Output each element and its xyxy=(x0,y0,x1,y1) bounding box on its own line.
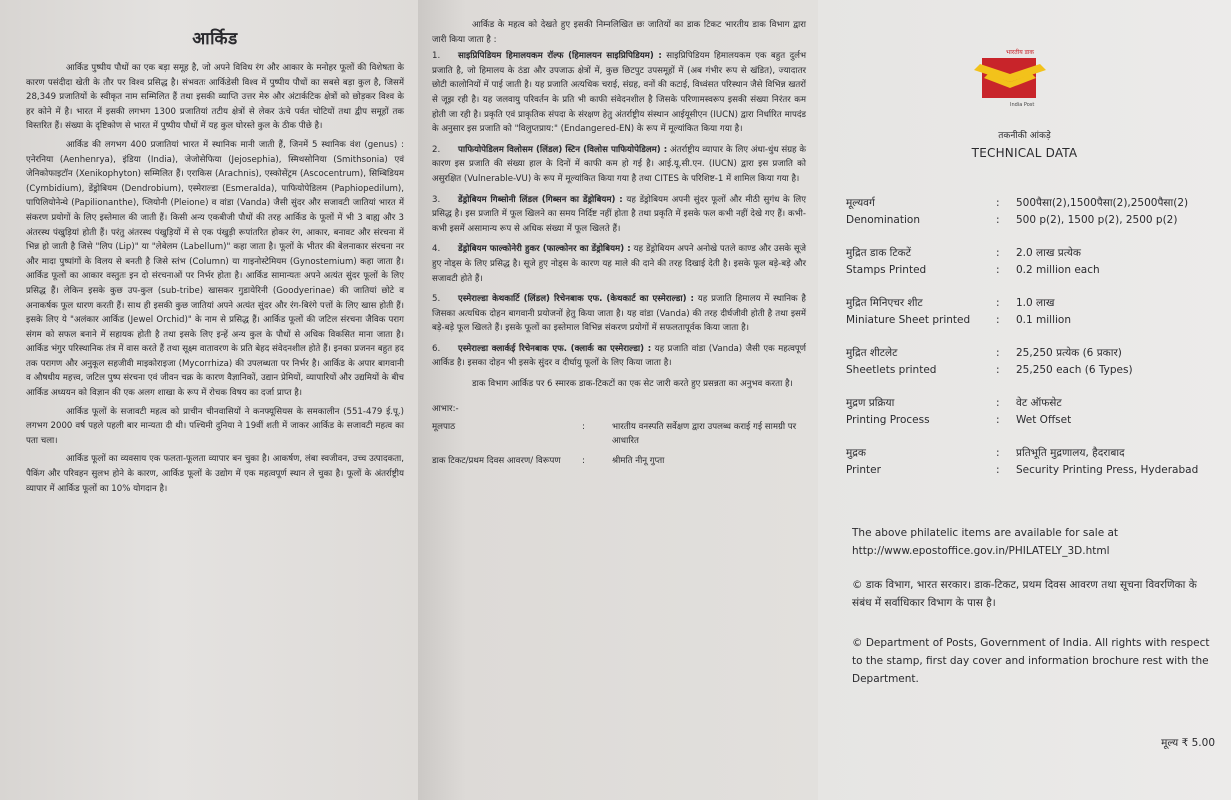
middle-panel xyxy=(418,0,818,800)
row-label-hindi: मुद्रित डाक टिकटें xyxy=(846,247,912,259)
row-label: Printing Process xyxy=(846,414,930,426)
row-label: Printer xyxy=(846,464,881,476)
credit-colon: : xyxy=(582,421,585,432)
row-label: Miniature Sheet printed xyxy=(846,314,971,326)
row-value-hindi: 1.0 लाख xyxy=(1016,297,1055,309)
species-text: यह डेंड्रोबियम अपने अनोखे पतले काण्ड और उसके सूजे हुए नोड्स के लिए प्रसिद्ध है। सूजे हुए नोड्स के कारण यह माले की दाने की तरह दिखाई देती है। इसके फूल बड़े-बड़े और सजावटी होते हैं। xyxy=(432,244,806,284)
left-panel xyxy=(0,0,418,800)
history-paragraph: आर्किड फूलों के सजावटी महत्व को प्राचीन चीनवासियों ने कनफ्यूसियस के समकालीन (551-479 ई.पू.) लगभग 2000 वर्ष पहले पहली बार मान्यता दी थी। पश्चिमी दुनिया ने 19वीं शती में जाकर आर्किड के सजावटी महत्व का पता चला। xyxy=(26,406,404,446)
copyright-english: © Department of Posts, Government of India. All rights with respect to the stamp, first day cover and information brochure rest with the Department. xyxy=(852,637,1210,685)
species-text: यह डेंड्रोबियम अपनी सुंदर फूलों और मीठी सुगंध के लिए प्रसिद्ध है। इस प्रजाति में फूल खिलने का समय निर्दिष्ट नहीं होता है तथा प्रकृति में इसके फल कभी नहीं देखे गए हैं। कभी-कभी इसमें असामान्य रूप से अधिक संख्या में फूल खिलते हैं। xyxy=(432,194,807,234)
species-item xyxy=(432,143,806,187)
credit-value: श्रीमति नीनू गुप्ता xyxy=(612,455,665,466)
logo-text-hindi: भारतीय डाक xyxy=(1006,49,1034,56)
trade-paragraph: आर्किड फूलों का व्यवसाय एक फलता-फूलता व्यापार बन चुका है। आकर्षण, लंबा स्वजीवन, उच्च उत्पादकता, पैकिंग और परिवहन सुलभ होने के कारण, आर्किड फूलों के उद्योग में एक महत्वपूर्ण स्थान ले चुका है। फूलों के अंतर्राष्ट्रीय व्यापार में आर्किड फूलों का 10% योगदान है। xyxy=(26,454,404,494)
species-title: पाफियोपेडिलम विलोसम (लिंडल) स्टिन (विलोस पाफियोपेडिलम) : xyxy=(458,144,668,155)
credit-key: मूलपाठ xyxy=(432,421,456,432)
species-title: एस्मेराल्डा केथकार्टि (लिंडल) रिचेनबाक एफ. (केथकार्ट का एस्मेराल्डा) : xyxy=(458,294,694,305)
row-label-hindi: मुद्रित मिनिएचर शीट xyxy=(846,297,923,309)
row-value-hindi: 25,250 प्रत्येक (6 प्रकार) xyxy=(1016,347,1122,359)
technical-data-heading-hindi: तकनीकी आंकड़े xyxy=(998,131,1051,141)
logo-text-english: India Post xyxy=(1010,102,1035,108)
species-number: 3. xyxy=(432,194,441,205)
species-intro: आर्किड के महत्व को देखते हुए इसकी निम्नलिखित छः जातियों का डाक टिकट भारतीय डाक विभाग द्वारा जारी किया जाता है : xyxy=(432,20,806,45)
india-post-logo xyxy=(970,44,1050,114)
species-text: यह प्रजाति वांडा (Vanda) जैसी एक महत्वपूर्ण आर्किड है। इसका दोहन भी इसके सुंदर व दीर्घायु फूलों के लिए किया जाता है। xyxy=(432,343,806,369)
species-item xyxy=(432,242,806,286)
data-row: मुद्रक Printer : : प्रतिभूति मुद्रणालय, हैदराबाद Security Printing Press, Hyderabad xyxy=(846,445,1216,479)
species-title: एस्मेराल्डा क्लार्कई रिचेनबाक एफ. (क्लार्क का एस्मेराल्डा) : xyxy=(458,343,652,354)
species-number: 1. xyxy=(432,51,441,62)
species-item xyxy=(432,342,806,371)
credits xyxy=(432,402,806,468)
row-value: 500 p(2), 1500 p(2), 2500 p(2) xyxy=(1016,214,1178,226)
page-title: आर्किड xyxy=(192,29,238,49)
data-row: मुद्रित मिनिएचर शीट Miniature Sheet printed : : 1.0 लाख 0.1 million xyxy=(846,295,1216,329)
species-item xyxy=(432,292,806,336)
species-text: अंतर्राष्ट्रीय व्यापार के लिए अंधा-धुंध संग्रह के कारण इस प्रजाति की संख्या हाल के दिनों में काफी कम हो गई है। आई.यू.सी.एन. (IUCN) द्वारा इस प्रजाति को असुरक्षित (Vulnerable-VU) के रूप में मूल्यांकित किया गया है तथा CITES के परिशिष्ट-1 में शामिल किया गया है। xyxy=(432,144,807,184)
row-value: Wet Offset xyxy=(1016,414,1072,426)
row-value: 0.2 million each xyxy=(1016,264,1100,276)
species-title: डेंड्रोबियम फाल्कोनेरी हुकर (फाल्कोनर का डेंड्रोबियम) : xyxy=(458,244,631,255)
credit-value: भारतीय वनस्पति सर्वेक्षण द्वारा उपलब्ध कराई गई सामग्री पर आधारित xyxy=(612,421,797,446)
row-label: Denomination xyxy=(846,214,920,226)
row-value: 0.1 million xyxy=(1016,314,1072,326)
species-number: 6. xyxy=(432,343,441,354)
data-row: मुद्रित डाक टिकटें Stamps Printed : : 2.0 लाख प्रत्येक 0.2 million each xyxy=(846,245,1216,279)
row-label-hindi: मुद्रक xyxy=(846,447,866,459)
species-number: 2. xyxy=(432,144,441,155)
species-title: साइप्रिपिडियम हिमालयकम रॉल्फ (हिमालयन साइप्रिपिडियम) : xyxy=(458,51,662,62)
data-row: मूल्यवर्ग Denomination : : 500पैसा(2),1500पैसा(2),2500पैसा(2) 500 p(2), 1500 p(2), 2500 p(2) xyxy=(846,195,1216,229)
price-label: मूल्य ₹ 5.00 xyxy=(1161,737,1215,749)
right-panel xyxy=(818,0,1231,800)
row-label-hindi: मूल्यवर्ग xyxy=(846,197,875,209)
row-value-hindi: 2.0 लाख प्रत्येक xyxy=(1016,247,1081,259)
credits-title: आभार:- xyxy=(432,403,459,414)
row-value: Security Printing Press, Hyderabad xyxy=(1016,464,1199,476)
row-value-hindi: 500पैसा(2),1500पैसा(2),2500पैसा(2) xyxy=(1016,197,1189,209)
endemic-paragraph: आर्किड की लगभग 400 प्रजातियां भारत में स्थानिक मानी जाती हैं, जिनमें 5 स्थानिक वंश (genus) : एनेरनिया (Aenhenrya), इंडिया (India), जेजोसेफिया (Jejosephia), स्मिथसोनिया (Smithsonia) एवं जेनिकोफाइटॉन (Xenikophyton) सम्मिलित हैं। एराकिस (Arachnis), एस्कोसेंट्रम (Ascocentrum), सिम्बिडियम (Cymbidium), डेंड्रोबियम (Dendrobium), एस्मेराल्डा (Esmeralda), पाफियोपेडिलम (Paphiopedilum), पापिलियोनेन्थे (Papilionanthe), प्लियोनी (Pleione) व वांडा (Vanda) जैसी सुंदर और सजावटी जातियां भारत में संकरण प्रयोगों के लिए इस्तेमाल की जाती हैं। किसी अन्य एकबीजी पौधों की तरह आर्किड के फूलों में भी 3 बाह्य और 3 अंतरस्थ पंखुड़ियां होती हैं। परंतु अंतरस्थ पंखुड़ियों में से एक पंखुड़ी रूपांतरित होकर रंग, आकार, बनावट और संरचना में भिन्न हो जाती है जिसे "लिप (Lip)" या "लेबेलम (Labellum)" कहा जाता है। फूलों के भीतर की बेलनाकार संरचना नर और मादा पुष्पांगों के विलय से बनती है जिसे स्तंभ (Column) या गाइनोस्टेमियम (Gynostemium) कहा जाता है। आर्किड फूलों का आकार वस्तुतः इन दो संरचनाओं पर निर्भर होता है। आर्किड सामान्यतः अपने अत्यंत सुंदर फूलों के लिए प्रसिद्ध हैं। लेकिन इसके कुछ उप-कुल (sub-tribe) खासकर गुडायेरिनी (Goodyerinae) की जातियां छोटे व अनाकर्षक फूल धारण करती हैं। साथ ही इसकी कुछ जातियां अपने अत्यंत सुंदर और रंग-बिरंगे पत्तों के लिए खास होती हैं। इसके लिए ये "अलंकार आर्किड (Jewel Orchid)" के नाम से प्रसिद्ध हैं। आर्किड फूलों की जटिल संरचना जैविक पराग संगम को सफल बनाने में सहायक होती है तथा इसके लिए इन्हें अन्य कुल के पौधों से अधिक विकसित माना जाता है। आर्किड भंगुर परिस्थानिक तंत्र में वास करते हैं तथा सूक्ष्म वातावरण के प्रति बेहद संवेदनशील होते हैं। इनका प्रजनन बहुत हद तक परागण और अनुकूल सहजीवी माइकोराइजा (Mycorrhiza) की उपलब्धता पर निर्भर है। आर्किड के अपार बागवानी व औषधीय महत्त्व, जटिल पुष्प संरचना एवं जीवन चक्र के कारण वैज्ञानिकों, उद्यान प्रेमियों, व्यापारियों और उद्यमियों के बीच आर्किड अध्ययन को विज्ञान की एक अलग शाखा के रूप में रोचक विषय का दर्जा प्राप्त है। xyxy=(26,139,404,399)
technical-data-table xyxy=(846,195,1216,495)
credit-row xyxy=(432,454,806,468)
credit-row xyxy=(432,420,806,448)
species-item xyxy=(432,193,806,237)
species-item xyxy=(432,49,806,137)
data-row: मुद्रित शीटलेट Sheetlets printed : : 25,250 प्रत्येक (6 प्रकार) 25,250 each (6 Types) xyxy=(846,345,1216,379)
row-value: 25,250 each (6 Types) xyxy=(1016,364,1133,376)
row-label-hindi: मुद्रण प्रक्रिया xyxy=(846,397,895,409)
row-label-hindi: मुद्रित शीटलेट xyxy=(846,347,898,359)
species-text: यह प्रजाति हिमालय में स्थानिक है जिसका अत्यधिक दोहन बागवानी प्रयोजनों हेतु किया जाता है। यह वांडा (Vanda) की तरह दीर्घजीवी होती है तथा इसमें बड़े-बड़े फूल खिलते हैं। इसके फूलों का इस्तेमाल विभिन्न संकरण प्रयोगों में सफलतापूर्वक किया जाता है। xyxy=(432,294,806,334)
data-row: मुद्रण प्रक्रिया Printing Process : : वेट ऑफसेट Wet Offset xyxy=(846,395,1216,429)
row-value-hindi: वेट ऑफसेट xyxy=(1016,397,1062,409)
species-title: डेंड्रोबियम गिब्सोनी लिंडल (गिब्सन का डेंड्रोबियम) : xyxy=(458,194,623,205)
credit-key: डाक टिकट/प्रथम दिवस आवरण/ विरूपण xyxy=(432,455,561,466)
row-label: Sheetlets printed xyxy=(846,364,937,376)
credit-colon: : xyxy=(582,455,585,466)
species-text: साइप्रिपिडियम हिमालयकम एक बहुत दुर्लभ प्रजाति है, जो हिमालय के ठंडा और उपजाऊ क्षेत्रों में, कुछ छिटपुट उपसमूहों में (अब गंभीर रूप से खंडित), ज्यादातर छोटी कालोनियों में पाई जाती है। यह प्रजाति अत्यधिक चराई, संग्रह, वनों की कटाई, विध्वंसत परिस्थान जैसे विभिन्न खतरों से जूझ रही है। यह जलवायु परिवर्तन के प्रति भी काफी संवेदनशील है जिसके परिणामस्वरूप इसकी संख्या निरंतर कम होती जा रही है। प्रकृति एवं प्राकृतिक संपदा के संरक्षण हेतु अंतर्राष्ट्रीय संस्थान आईयूसीएन (IUCN) द्वारा निर्धारित मापदंड के अनुसार इस प्रजाति को "विलुप्तप्राय:" (Endangered-EN) के रूप में मूल्यांकित किया गया है। xyxy=(432,51,807,135)
copyright-hindi: © डाक विभाग, भारत सरकार। डाक-टिकट, प्रथम दिवस आवरण तथा सूचना विवरणिका के संबंध में सर्वाधिकार विभाग के पास है। xyxy=(852,579,1197,609)
species-number: 4. xyxy=(432,244,441,255)
technical-data-heading: TECHNICAL DATA xyxy=(971,146,1078,160)
intro-paragraph: आर्किड पुष्पीय पौधों का एक बड़ा समूह है, जो अपने विविध रंग और आकार के मनोहर फूलों की विशेषता के कारण पसंदीदा खेती के तौर पर विश्व प्रसिद्ध है। संभवतः आर्किडेसी विश्व में पुष्पीय पौधों का सबसे बड़ा कुल है, जिसमें 28,349 प्रजातियों के स्वीकृत नाम सम्मिलित हैं तथा इसकी व्याप्ति उत्तर मेरु और अंटार्कटिक क्षेत्रों को छोड़कर विश्व के हर कोने में है। भारत में इसकी लगभग 1300 प्रजातियां तटीय क्षेत्रों से लेकर ऊंचे पर्वत चोटियों तथा द्वीप समूहों तक विस्तरित हैं। संख्या के दृष्टिकोण से भारत में पुष्पीय पौधों में यह कुल घोरस्ते कुल के ठीक पीछे है। xyxy=(26,63,404,132)
row-value-hindi: प्रतिभूति मुद्रणालय, हैदराबाद xyxy=(1016,447,1125,459)
row-label: Stamps Printed xyxy=(846,264,927,276)
species-number: 5. xyxy=(432,294,441,305)
availability-note: The above philatelic items are available for sale at http://www.epostoffice.gov.in/PHILATELY_3D.html xyxy=(852,527,1119,557)
closing-note: डाक विभाग आर्किड पर 6 स्मारक डाक-टिकटों का एक सेट जारी करते हुए प्रसन्नता का अनुभव करता है। xyxy=(472,379,793,390)
